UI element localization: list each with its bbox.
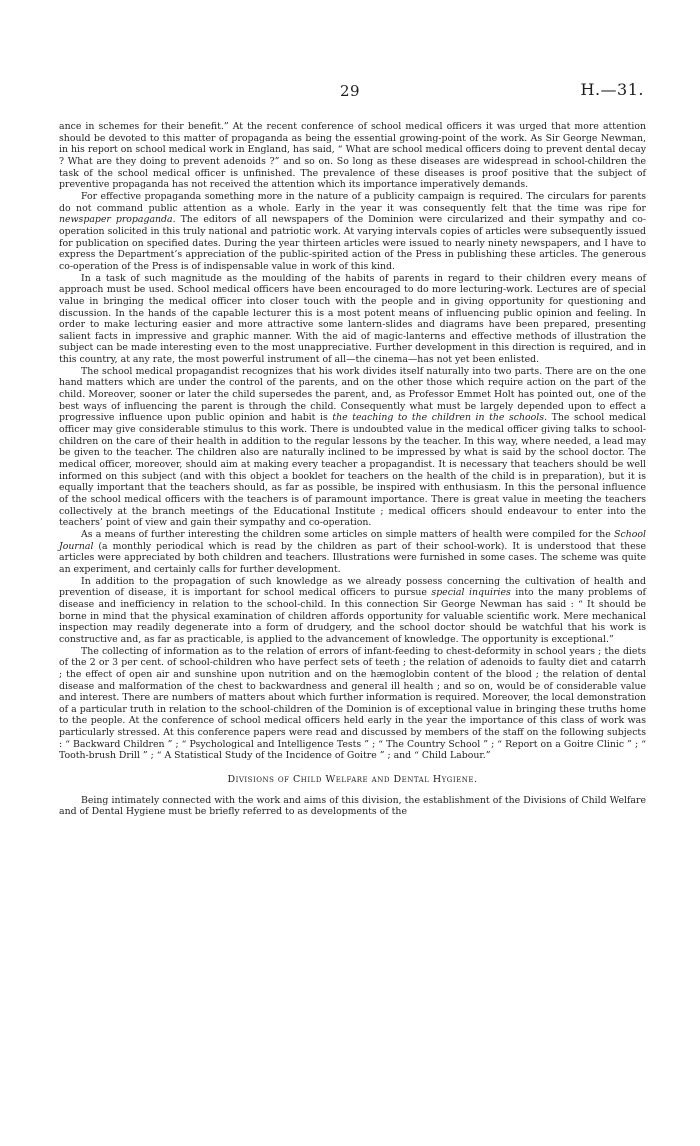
- italic-phrase: newspaper propaganda.: [59, 214, 176, 226]
- section-heading: Divisions of Child Welfare and Dental Hygiene.: [227, 774, 478, 786]
- text-segment: As a means of further interesting the children some articles on simple matters of health were compiled for the: [81, 528, 615, 540]
- text-segment: The collecting of information as to the relation of errors of infant-feeding to chest-deformity in school years ; the diets of the 2 or 3 per cent. of school-children who have perfect sets of teeth ; the relation of adenoids to faulty diet and catarrh ; the effect of open air and sunshine upon nutrition and on the hæmoglobin content of the blood ; the relation of dental disease and malformation of the chest to backwardness and general ill health ; and so on, would be of considerable value and interest. There are numbers of matters about which further information is required. Moreover, the local demonstration of a particular truth in relation to the school-children of the Dominion is of exceptional value in bringing these truths home to the people. At the conference of school medical officers held early in the year the importance of this class of work was particularly stressed. At this conference papers were read and discussed by members of the staff on the following subjects : “ Backward Children ” ; “ Psychological and Intelligence Tests ” ; “ The Country School ” ; “ Report on a Goitre Clinic ” ; “ Tooth-brush Drill ” ; “ A Statistical Study of the Incidence of Goitre ” ; and “ Child Labour.”: [59, 645, 646, 762]
- text-segment: The editors of all newspapers of the Dominion were circularized and their sympathy and co-operation solicited in this truly national and patriotic work. At varying intervals copies of articles were subsequently issued for publication on specified dates. During the year thirteen articles were issued to nearly ninety newspapers, and I have to express the Department’s appreciation of the public-spirited action of the Press in publishing these articles. The generous co-operation of the Press is of indispensable value in work of this kind.: [59, 214, 646, 272]
- paragraph: [59, 529, 646, 576]
- italic-phrase: special inquiries: [431, 587, 511, 599]
- body-text: [59, 121, 646, 818]
- paragraph-list: [59, 121, 646, 762]
- paragraph: [59, 576, 646, 646]
- paragraph: [59, 273, 646, 366]
- document-code: H.—31.: [580, 80, 644, 99]
- paragraph: [59, 366, 646, 529]
- text-segment: ance in schemes for their benefit.” At the recent conference of school medical officers it was urged that more attention should be devoted to this matter of propaganda as being the essential growing-point of the work. As Sir George Newman, in his report on school medical work in England, has said, “ What are school medical officers doing to prevent dental decay ? What are they doing to prevent adenoids ?” and so on. So long as these diseases are widespread in school-children the task of the school medical officer is unfinished. The prevalence of these diseases is proof positive that the subject of preventive propaganda has not received the attention which its importance imperatively demands.: [59, 121, 646, 191]
- page-number: 29: [339, 82, 361, 100]
- paragraph: [59, 646, 646, 763]
- final-paragraph: Being intimately connected with the work and aims of this division, the establishment of the Divisions of Child Welfare and of Dental Hygiene must be briefly referred to as developments of the: [59, 794, 646, 818]
- text-segment: For effective propaganda something more in the nature of a publicity campaign is required. The circulars for parents do not command public attention as a whole. Early in the year it was consequently felt that the time was ripe for: [59, 190, 646, 214]
- text-segment: In addition to the propagation of such knowledge as we already possess concerning the cultivation of health and prevention of disease, it is important for school medical officers to pursue: [59, 575, 646, 599]
- text-segment: The school medical propagandist recognizes that his work divides itself naturally into two parts. There are on the one hand matters which are under the control of the parents, and on the other those which require action on the part of the child. Moreover, sooner or later the child supersedes the parent, and, as Professor Emmet Holt has pointed out, one of the best ways of influencing the parent is through the child. Consequently what must be largely depended upon to effect a progressive influence upon public opinion and habit is: [59, 365, 646, 424]
- italic-phrase: the teaching to the children in the schools.: [332, 412, 548, 424]
- paragraph: [59, 121, 646, 191]
- text-segment: into the many problems of disease and inefficiency in relation to the school-child. In this connection Sir George Newman has said : “ It should be borne in mind that the physical examination of children affords opportunity for valuable scientific work. Mere mechanical inspection may readily degenerate into a form of drudgery, and the school doctor should be watchful that his work is constructive and, as far as practicable, is applied to the advancement of knowledge. The opportunity is exceptional.”: [59, 587, 646, 645]
- text-segment: In a task of such magnitude as the moulding of the habits of parents in regard to their children every means of approach must be used. School medical officers have been encouraged to do more lecturing-work. Lectures are of special value in bringing the medical officer into closer touch with the people and in giving opportunity for questioning and discussion. In the hands of the capable lecturer this is a most potent means of influencing public opinion and feeling. In order to make lecturing easier and more attractive some lantern-slides and diagrams have been prepared, presenting salient facts in impressive and graphic manner. With the aid of magic-lanterns and effective methods of illustration the subject can be made interesting even to the most unappreciative. Further development in this direction is required, and in this country, at any rate, the most powerful instrument of all—the cinema—has not yet been enlisted.: [59, 272, 646, 366]
- paragraph: [59, 191, 646, 273]
- italic-phrase: School Journal: [59, 528, 646, 552]
- text-segment: The school medical officer may give considerable stimulus to this work. There is undoubted value in the medical officer giving talks to school-children on the care of their health in addition to the regular lessons by the teacher. In this way, where needed, a lead may be given to the teacher. The children also are naturally inclined to be impressed by what is said by the school doctor. The medical officer, moreover, should aim at making every teacher a propagandist. It is necessary that teachers should be well informed on this subject (and with this object a booklet for teachers on the health of the child is in preparation), but it is equally important that the teachers should, as far as possible, be inspired with enthusiasm. In this the personal influence of the school medical officers with the teachers is of paramount importance. There is great value in meeting the teachers collectively at the branch meetings of the Educational Institute ; medical officers should endeavour to enter into the teachers’ point of view and gain their sympathy and co-operation.: [59, 412, 646, 529]
- text-segment: (a monthly periodical which is read by the children as part of their school-work). It is understood that these articles were appreciated by both children and teachers. Illustrations were furnished in some cases. The scheme was quite an experiment, and certainly calls for further development.: [59, 540, 646, 575]
